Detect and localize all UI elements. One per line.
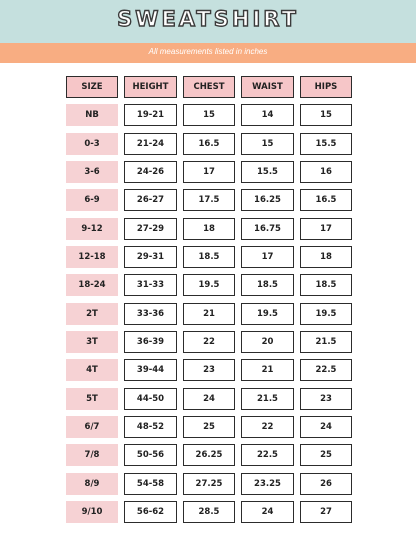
cell-waist: 17 bbox=[241, 246, 294, 268]
table-row bbox=[66, 444, 352, 466]
header-hips: HIPS bbox=[300, 76, 352, 98]
cell-chest: 18.5 bbox=[183, 246, 235, 268]
cell-height: 39-44 bbox=[124, 359, 177, 381]
table-row bbox=[66, 189, 352, 211]
cell-chest: 23 bbox=[183, 359, 235, 381]
cell-waist: 22.5 bbox=[241, 444, 294, 466]
table-row bbox=[66, 388, 352, 410]
table-row bbox=[66, 104, 352, 126]
cell-size: 0-3 bbox=[66, 133, 118, 155]
cell-size: 3T bbox=[66, 331, 118, 353]
cell-waist: 15.5 bbox=[241, 161, 294, 183]
header-size: SIZE bbox=[66, 76, 118, 98]
table-row bbox=[66, 416, 352, 438]
table-row bbox=[66, 473, 352, 495]
cell-size: 7/8 bbox=[66, 444, 118, 466]
cell-height: 54-58 bbox=[124, 473, 177, 495]
cell-hips: 26 bbox=[300, 473, 352, 495]
header-chest: CHEST bbox=[183, 76, 235, 98]
cell-waist: 21 bbox=[241, 359, 294, 381]
cell-hips: 17 bbox=[300, 218, 352, 240]
cell-hips: 18 bbox=[300, 246, 352, 268]
table-body bbox=[66, 104, 352, 523]
table-row bbox=[66, 501, 352, 523]
cell-chest: 21 bbox=[183, 303, 235, 325]
table-row bbox=[66, 331, 352, 353]
table-row bbox=[66, 218, 352, 240]
cell-size: 4T bbox=[66, 359, 118, 381]
cell-hips: 23 bbox=[300, 388, 352, 410]
cell-height: 48-52 bbox=[124, 416, 177, 438]
cell-height: 56-62 bbox=[124, 501, 177, 523]
cell-chest: 19.5 bbox=[183, 274, 235, 296]
cell-chest: 17.5 bbox=[183, 189, 235, 211]
cell-chest: 18 bbox=[183, 218, 235, 240]
cell-waist: 23.25 bbox=[241, 473, 294, 495]
cell-size: 18-24 bbox=[66, 274, 118, 296]
table-row bbox=[66, 303, 352, 325]
cell-height: 19-21 bbox=[124, 104, 177, 126]
cell-hips: 18.5 bbox=[300, 274, 352, 296]
cell-waist: 24 bbox=[241, 501, 294, 523]
cell-waist: 16.75 bbox=[241, 218, 294, 240]
cell-size: 3-6 bbox=[66, 161, 118, 183]
cell-height: 27-29 bbox=[124, 218, 177, 240]
header-waist: WAIST bbox=[241, 76, 294, 98]
cell-height: 24-26 bbox=[124, 161, 177, 183]
table-row bbox=[66, 161, 352, 183]
header-row bbox=[66, 76, 352, 98]
cell-hips: 25 bbox=[300, 444, 352, 466]
cell-waist: 22 bbox=[241, 416, 294, 438]
page-subtitle: All measurements listed in inches bbox=[148, 47, 268, 56]
cell-chest: 22 bbox=[183, 331, 235, 353]
cell-size: 2T bbox=[66, 303, 118, 325]
cell-size: NB bbox=[66, 104, 118, 126]
cell-hips: 15.5 bbox=[300, 133, 352, 155]
page-title: SWEATSHIRT bbox=[117, 7, 299, 31]
cell-waist: 21.5 bbox=[241, 388, 294, 410]
header-height: HEIGHT bbox=[124, 76, 177, 98]
cell-height: 33-36 bbox=[124, 303, 177, 325]
cell-hips: 16.5 bbox=[300, 189, 352, 211]
cell-waist: 18.5 bbox=[241, 274, 294, 296]
size-chart-table bbox=[66, 76, 352, 530]
cell-chest: 26.25 bbox=[183, 444, 235, 466]
cell-size: 6/7 bbox=[66, 416, 118, 438]
cell-chest: 25 bbox=[183, 416, 235, 438]
cell-chest: 17 bbox=[183, 161, 235, 183]
cell-hips: 15 bbox=[300, 104, 352, 126]
cell-height: 44-50 bbox=[124, 388, 177, 410]
cell-size: 12-18 bbox=[66, 246, 118, 268]
table-row bbox=[66, 274, 352, 296]
cell-height: 31-33 bbox=[124, 274, 177, 296]
cell-size: 9-12 bbox=[66, 218, 118, 240]
table-row bbox=[66, 246, 352, 268]
cell-waist: 15 bbox=[241, 133, 294, 155]
cell-size: 5T bbox=[66, 388, 118, 410]
cell-chest: 24 bbox=[183, 388, 235, 410]
cell-size: 6-9 bbox=[66, 189, 118, 211]
cell-hips: 19.5 bbox=[300, 303, 352, 325]
cell-waist: 19.5 bbox=[241, 303, 294, 325]
cell-height: 50-56 bbox=[124, 444, 177, 466]
cell-hips: 27 bbox=[300, 501, 352, 523]
cell-waist: 16.25 bbox=[241, 189, 294, 211]
cell-waist: 20 bbox=[241, 331, 294, 353]
cell-waist: 14 bbox=[241, 104, 294, 126]
table-row bbox=[66, 359, 352, 381]
cell-height: 21-24 bbox=[124, 133, 177, 155]
cell-chest: 27.25 bbox=[183, 473, 235, 495]
cell-height: 26-27 bbox=[124, 189, 177, 211]
cell-chest: 15 bbox=[183, 104, 235, 126]
cell-hips: 21.5 bbox=[300, 331, 352, 353]
table-row bbox=[66, 133, 352, 155]
cell-height: 36-39 bbox=[124, 331, 177, 353]
cell-hips: 22.5 bbox=[300, 359, 352, 381]
cell-chest: 28.5 bbox=[183, 501, 235, 523]
cell-hips: 16 bbox=[300, 161, 352, 183]
cell-chest: 16.5 bbox=[183, 133, 235, 155]
cell-height: 29-31 bbox=[124, 246, 177, 268]
cell-size: 9/10 bbox=[66, 501, 118, 523]
cell-size: 8/9 bbox=[66, 473, 118, 495]
cell-hips: 24 bbox=[300, 416, 352, 438]
